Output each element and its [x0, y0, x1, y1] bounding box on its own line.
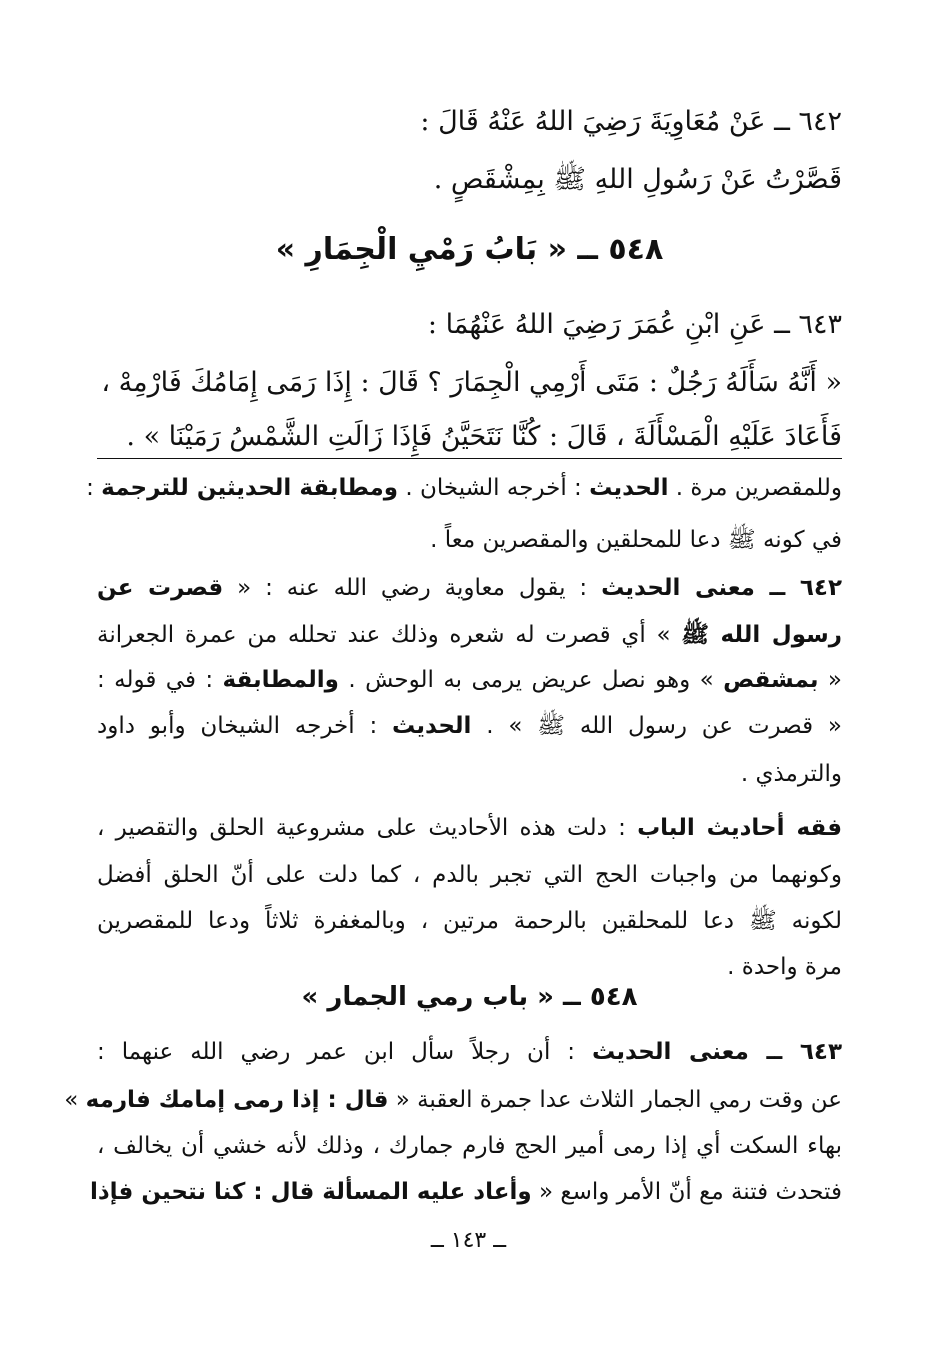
hadith-642-line-1: ٦٤٢ ــ عَنْ مُعَاوِيَةَ رَضِيَ اللهُ عَنْهُ قَالَ : — [420, 106, 842, 137]
commentary-line-10: لكونه ﷺ دعا للمحلقين بالرحمة مرتين ، وبالمغفرة ثلاثاً ودعا للمقصرين — [97, 908, 842, 934]
commentary-line-13: ٦٤٣ ــ معنى الحديث : أن رجلاً سأل ابن عمر رضي الله عنهما : — [97, 1039, 842, 1065]
commentary-line-5: « بمشقص » وهو نصل عريض يرمى به الوحش . والمطابقة : في قوله : — [97, 667, 843, 693]
commentary-line-15: بهاء السكت أي إذا رمى أمير الحج فارم جمارك ، وذلك لأنه خشي أن يخالف ، — [97, 1133, 842, 1159]
section-divider — [97, 458, 842, 459]
commentary-line-4: رسول الله ﷺ » أي قصرت له شعره وذلك عند تحلله من عمرة الجعرانة — [97, 622, 842, 648]
commentary-line-1: وللمقصرين مرة . الحديث : أخرجه الشيخان . ومطابقة الحديثين للترجمة : — [86, 475, 842, 501]
hadith-643-line-1: ٦٤٣ ــ عَنِ ابْنِ عُمَرَ رَضِيَ اللهُ عَنْهُمَا : — [427, 309, 842, 340]
commentary-line-11: مرة واحدة . — [727, 954, 842, 980]
page-number: ــ ١٤٣ ــ — [430, 1228, 507, 1253]
commentary-line-3: ٦٤٢ ــ معنى الحديث : يقول معاوية رضي الله عنه : « قصرت عن — [97, 575, 843, 601]
hadith-643-line-2: « أَنَّهُ سَأَلَهُ رَجُلٌ : مَتَى أَرْمِي الْجِمَارَ ؟ قَالَ : إِذَا رَمَى إِمَامُكَ فَارْمِهْ ، — [101, 367, 842, 398]
hadith-643-line-3: فَأَعَادَ عَلَيْهِ الْمَسْأَلَةَ ، قَالَ : كُنَّا نَتَحَيَّنُ فَإِذَا زَالَتِ الشَّمْسُ رَمَيْنَا » . — [126, 421, 842, 452]
commentary-line-6: « قصرت عن رسول الله ﷺ » . الحديث : أخرجه الشيخان وأبو داود — [97, 713, 843, 739]
commentary-line-7: والترمذي . — [740, 761, 842, 787]
commentary-line-2: في كونه ﷺ دعا للمحلقين والمقصرين معاً . — [430, 527, 842, 553]
commentary-line-9: وكونهما من واجبات الحج التي تجبر بالدم ، كما دلت على أنّ الحلق أفضل — [97, 862, 842, 888]
commentary-line-14: عن وقت رمي الجمار الثلاث عدا جمرة العقبة « قال : إذا رمى إمامك فارمه » — [64, 1087, 842, 1113]
hadith-642-line-2: قَصَّرْتُ عَنْ رَسُولِ اللهِ ﷺ بِمِشْقَصٍ . — [433, 164, 842, 195]
chapter-heading-548: ٥٤٨ ــ « بَابُ رَمْيِ الْجِمَارِ » — [275, 232, 664, 267]
commentary-line-8: فقه أحاديث الباب : دلت هذه الأحاديث على مشروعية الحلق والتقصير ، — [97, 815, 843, 841]
commentary-line-16: فتحدث فتنة مع أنّ الأمر واسع « وأعاد عليه المسألة قال : كنا نتحين فإذا — [89, 1179, 842, 1205]
chapter-heading-548-commentary: ٥٤٨ ــ « باب رمي الجمار » — [301, 982, 638, 1012]
